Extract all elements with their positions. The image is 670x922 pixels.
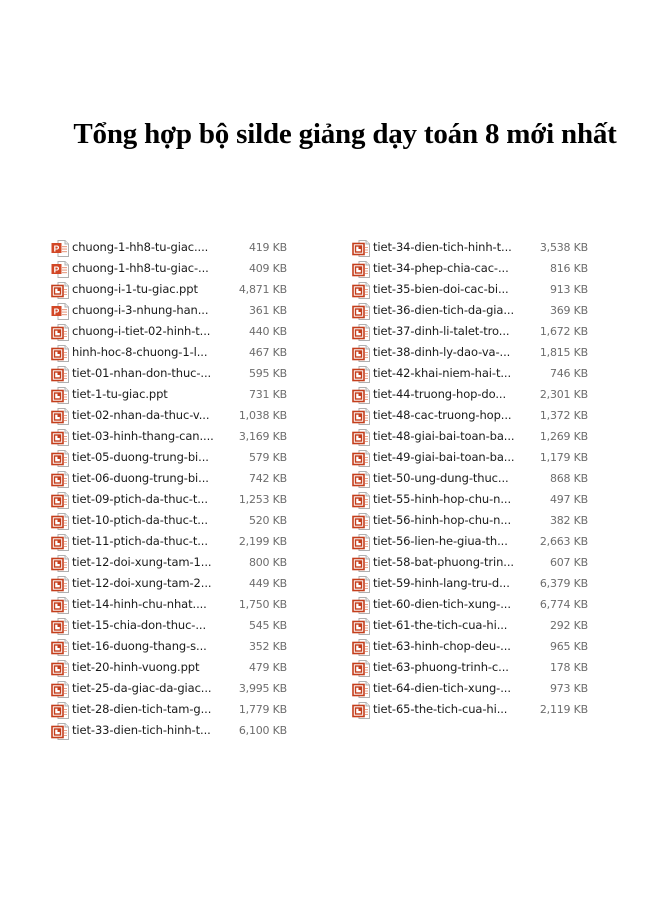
file-list-item[interactable]	[351, 637, 593, 658]
file-size: 2,199 KB	[238, 535, 287, 548]
file-size: 1,750 KB	[238, 598, 287, 611]
file-list-item[interactable]	[50, 637, 292, 658]
file-list-item[interactable]	[351, 406, 593, 427]
file-list-item[interactable]	[351, 301, 593, 322]
ppt-file-icon	[352, 618, 370, 635]
file-list-item[interactable]	[351, 679, 593, 700]
file-size: 409 KB	[248, 262, 287, 275]
file-size: 178 KB	[549, 661, 588, 674]
file-size: 419 KB	[248, 241, 287, 254]
file-name: tiet-01-nhan-don-thuc-...	[72, 366, 212, 380]
file-size: 1,815 KB	[539, 346, 588, 359]
file-list-item[interactable]	[351, 595, 593, 616]
ppt-file-icon	[51, 660, 69, 677]
file-name: tiet-09-ptich-da-thuc-t...	[72, 492, 208, 506]
file-name: chuong-1-hh8-tu-giac-...	[72, 261, 209, 275]
file-name: tiet-05-duong-trung-bi...	[72, 450, 209, 464]
file-size: 3,538 KB	[539, 241, 588, 254]
file-size: 973 KB	[549, 682, 588, 695]
ppt-file-icon	[352, 324, 370, 341]
file-list-item[interactable]	[50, 658, 292, 679]
ppt-file-icon	[51, 492, 69, 509]
ppt-file-icon	[51, 618, 69, 635]
file-list-item[interactable]	[50, 427, 292, 448]
ppt-file-icon	[352, 660, 370, 677]
file-name: tiet-1-tu-giac.ppt	[72, 387, 168, 401]
file-size: 3,169 KB	[238, 430, 287, 443]
ppt-file-icon	[51, 639, 69, 656]
ppt-file-icon	[352, 429, 370, 446]
file-name: tiet-48-giai-bai-toan-ba...	[373, 429, 515, 443]
ppt-file-icon	[51, 576, 69, 593]
ppt-file-icon	[352, 240, 370, 257]
file-list-item[interactable]	[50, 490, 292, 511]
file-name: tiet-12-doi-xung-tam-1...	[72, 555, 212, 569]
ppt-file-icon	[51, 450, 69, 467]
file-size: 520 KB	[248, 514, 287, 527]
file-name: tiet-36-dien-tich-da-gia...	[373, 303, 514, 317]
file-list-right	[351, 238, 593, 721]
file-list-item[interactable]	[50, 322, 292, 343]
file-size: 4,871 KB	[238, 283, 287, 296]
file-size: 449 KB	[248, 577, 287, 590]
file-list-item[interactable]	[351, 259, 593, 280]
file-size: 742 KB	[248, 472, 287, 485]
pptx-file-icon	[51, 240, 69, 257]
file-name: tiet-33-dien-tich-hinh-t...	[72, 723, 211, 737]
file-list-item[interactable]	[50, 679, 292, 700]
file-name: tiet-56-lien-he-giua-th...	[373, 534, 508, 548]
file-name: tiet-16-duong-thang-s...	[72, 639, 207, 653]
file-list-item[interactable]	[351, 700, 593, 721]
svg-text:P: P	[53, 264, 60, 275]
file-list-item[interactable]	[50, 511, 292, 532]
file-size: 361 KB	[248, 304, 287, 317]
file-list-item[interactable]	[50, 448, 292, 469]
ppt-file-icon	[51, 408, 69, 425]
file-name: chuong-1-hh8-tu-giac....	[72, 240, 209, 254]
file-name: chuong-i-1-tu-giac.ppt	[72, 282, 198, 296]
file-size: 1,779 KB	[238, 703, 287, 716]
file-size: 579 KB	[248, 451, 287, 464]
file-list-item[interactable]	[50, 721, 292, 742]
file-name: tiet-34-phep-chia-cac-...	[373, 261, 509, 275]
file-size: 1,269 KB	[539, 430, 588, 443]
file-size: 1,372 KB	[539, 409, 588, 422]
file-list-item[interactable]	[351, 322, 593, 343]
file-name: tiet-12-doi-xung-tam-2...	[72, 576, 212, 590]
file-list-item[interactable]	[50, 532, 292, 553]
svg-text:P: P	[53, 243, 60, 254]
ppt-file-icon	[51, 534, 69, 551]
ppt-file-icon	[51, 429, 69, 446]
ppt-file-icon	[352, 366, 370, 383]
file-size: 6,379 KB	[539, 577, 588, 590]
file-list-item[interactable]	[50, 385, 292, 406]
ppt-file-icon	[51, 324, 69, 341]
file-name: tiet-59-hinh-lang-tru-d...	[373, 576, 510, 590]
file-list-item[interactable]	[351, 343, 593, 364]
file-list-left	[50, 238, 292, 742]
ppt-file-icon	[51, 513, 69, 530]
file-size: 1,038 KB	[238, 409, 287, 422]
ppt-file-icon	[51, 702, 69, 719]
ppt-file-icon	[51, 471, 69, 488]
file-size: 440 KB	[248, 325, 287, 338]
file-size: 746 KB	[549, 367, 588, 380]
file-size: 6,774 KB	[539, 598, 588, 611]
ppt-file-icon	[51, 366, 69, 383]
file-name: tiet-56-hinh-hop-chu-n...	[373, 513, 512, 527]
file-size: 816 KB	[549, 262, 588, 275]
file-name: tiet-42-khai-niem-hai-t...	[373, 366, 512, 380]
ppt-file-icon	[352, 345, 370, 362]
ppt-file-icon	[51, 282, 69, 299]
file-name: tiet-34-dien-tich-hinh-t...	[373, 240, 512, 254]
ppt-file-icon	[352, 576, 370, 593]
ppt-file-icon	[352, 408, 370, 425]
file-list-item[interactable]	[50, 280, 292, 301]
file-size: 913 KB	[549, 283, 588, 296]
file-size: 965 KB	[549, 640, 588, 653]
svg-text:P: P	[53, 306, 60, 317]
file-size: 382 KB	[549, 514, 588, 527]
file-list-item[interactable]	[351, 553, 593, 574]
ppt-file-icon	[352, 639, 370, 656]
file-name: tiet-48-cac-truong-hop...	[373, 408, 512, 422]
file-size: 467 KB	[248, 346, 287, 359]
file-name: tiet-50-ung-dung-thuc...	[373, 471, 509, 485]
file-size: 1,179 KB	[539, 451, 588, 464]
file-list-item[interactable]	[351, 427, 593, 448]
ppt-file-icon	[352, 282, 370, 299]
file-list-item[interactable]	[50, 700, 292, 721]
ppt-file-icon	[352, 492, 370, 509]
file-name: tiet-02-nhan-da-thuc-v...	[72, 408, 210, 422]
file-size: 352 KB	[248, 640, 287, 653]
file-size: 545 KB	[248, 619, 287, 632]
file-list-item[interactable]	[50, 343, 292, 364]
file-name: tiet-35-bien-doi-cac-bi...	[373, 282, 509, 296]
file-list-item[interactable]	[351, 616, 593, 637]
file-size: 497 KB	[549, 493, 588, 506]
file-list-item[interactable]	[50, 553, 292, 574]
file-list-item[interactable]	[50, 595, 292, 616]
file-name: tiet-44-truong-hop-do...	[373, 387, 506, 401]
file-name: tiet-25-da-giac-da-giac...	[72, 681, 212, 695]
file-size: 3,995 KB	[238, 682, 287, 695]
file-name: chuong-i-3-nhung-han...	[72, 303, 209, 317]
file-name: tiet-63-phuong-trinh-c...	[373, 660, 509, 674]
file-list-item[interactable]	[351, 469, 593, 490]
ppt-file-icon	[352, 471, 370, 488]
pptx-file-icon	[51, 303, 69, 320]
file-list-item[interactable]	[351, 658, 593, 679]
file-size: 2,301 KB	[539, 388, 588, 401]
file-size: 6,100 KB	[238, 724, 287, 737]
ppt-file-icon	[51, 555, 69, 572]
ppt-file-icon	[352, 261, 370, 278]
ppt-file-icon	[352, 681, 370, 698]
file-name: tiet-61-the-tich-cua-hi...	[373, 618, 508, 632]
ppt-file-icon	[352, 534, 370, 551]
file-name: tiet-14-hinh-chu-nhat....	[72, 597, 207, 611]
file-name: tiet-65-the-tich-cua-hi...	[373, 702, 508, 716]
file-size: 2,119 KB	[539, 703, 588, 716]
file-name: tiet-38-dinh-ly-dao-va-...	[373, 345, 511, 359]
file-name: tiet-37-dinh-li-talet-tro...	[373, 324, 510, 338]
file-list-item[interactable]	[50, 301, 292, 322]
file-list-item[interactable]	[351, 448, 593, 469]
file-list-item[interactable]	[351, 511, 593, 532]
ppt-file-icon	[51, 597, 69, 614]
file-size: 595 KB	[248, 367, 287, 380]
file-name: tiet-15-chia-don-thuc-...	[72, 618, 207, 632]
file-list-item[interactable]	[351, 574, 593, 595]
file-size: 292 KB	[549, 619, 588, 632]
file-name: chuong-i-tiet-02-hinh-t...	[72, 324, 211, 338]
file-name: tiet-06-duong-trung-bi...	[72, 471, 209, 485]
ppt-file-icon	[352, 555, 370, 572]
file-list-item[interactable]	[50, 259, 292, 280]
ppt-file-icon	[352, 387, 370, 404]
file-size: 479 KB	[248, 661, 287, 674]
file-name: tiet-11-ptich-da-thuc-t...	[72, 534, 208, 548]
ppt-file-icon	[352, 513, 370, 530]
ppt-file-icon	[51, 723, 69, 740]
file-size: 607 KB	[549, 556, 588, 569]
file-list-item[interactable]	[50, 469, 292, 490]
file-name: tiet-58-bat-phuong-trin...	[373, 555, 514, 569]
file-name: tiet-03-hinh-thang-can....	[72, 429, 214, 443]
pptx-file-icon	[51, 261, 69, 278]
ppt-file-icon	[352, 450, 370, 467]
file-name: tiet-64-dien-tich-xung-...	[373, 681, 511, 695]
file-size: 1,672 KB	[539, 325, 588, 338]
file-name: tiet-20-hinh-vuong.ppt	[72, 660, 200, 674]
file-size: 868 KB	[549, 472, 588, 485]
file-size: 2,663 KB	[539, 535, 588, 548]
file-name: tiet-28-dien-tich-tam-g...	[72, 702, 212, 716]
file-list-item[interactable]	[50, 616, 292, 637]
file-list-item[interactable]	[351, 490, 593, 511]
file-size: 800 KB	[248, 556, 287, 569]
file-name: tiet-49-giai-bai-toan-ba...	[373, 450, 515, 464]
file-name: tiet-55-hinh-hop-chu-n...	[373, 492, 512, 506]
file-name: tiet-60-dien-tich-xung-...	[373, 597, 511, 611]
ppt-file-icon	[51, 681, 69, 698]
file-name: tiet-63-hinh-chop-deu-...	[373, 639, 511, 653]
ppt-file-icon	[51, 345, 69, 362]
ppt-file-icon	[352, 303, 370, 320]
file-list-item[interactable]	[351, 532, 593, 553]
ppt-file-icon	[352, 597, 370, 614]
file-list-item[interactable]	[351, 385, 593, 406]
file-name: tiet-10-ptich-da-thuc-t...	[72, 513, 208, 527]
file-list-item[interactable]	[351, 280, 593, 301]
ppt-file-icon	[51, 387, 69, 404]
page-title: Tổng hợp bộ silde giảng dạy toán 8 mới nhất	[73, 118, 617, 150]
file-size: 369 KB	[549, 304, 588, 317]
ppt-file-icon	[352, 702, 370, 719]
file-list-item[interactable]	[351, 238, 593, 259]
file-size: 1,253 KB	[238, 493, 287, 506]
file-list-item[interactable]	[50, 574, 292, 595]
file-name: hinh-hoc-8-chuong-1-l...	[72, 345, 208, 359]
file-list-item[interactable]	[351, 364, 593, 385]
file-list-item[interactable]	[50, 406, 292, 427]
file-size: 731 KB	[248, 388, 287, 401]
file-list-item[interactable]	[50, 238, 292, 259]
file-list-item[interactable]	[50, 364, 292, 385]
